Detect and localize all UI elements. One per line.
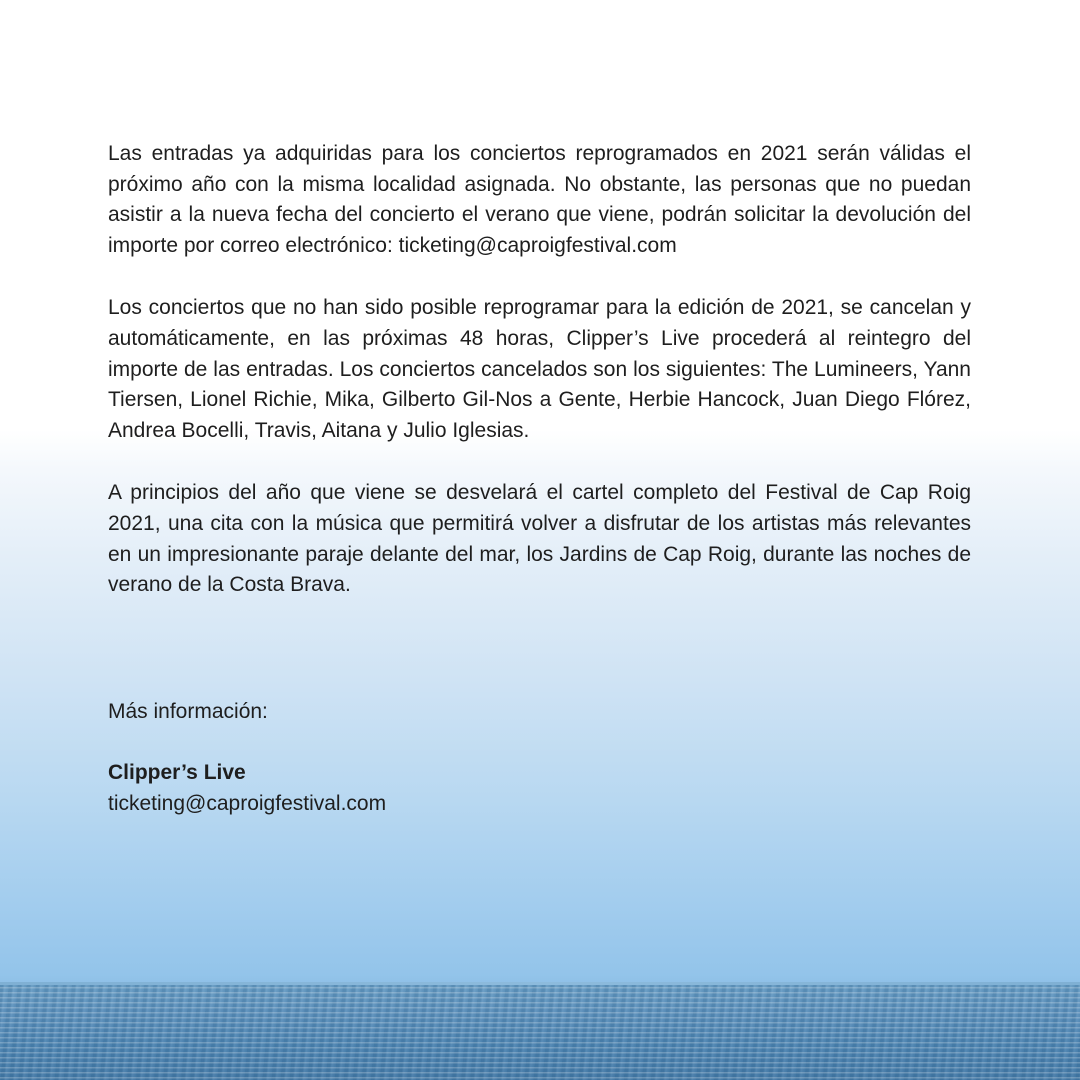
sea-image bbox=[0, 982, 1080, 1080]
organizer-name: Clipper’s Live bbox=[108, 761, 246, 784]
contact-block bbox=[108, 758, 386, 819]
contact-email: ticketing@caproigfestival.com bbox=[108, 791, 387, 815]
paragraph-cancelled-concerts: Los conciertos que no han sido posible reprogramar para la edición de 2021, se cancelan y automáticamente, en las próximas 48 horas, Clipper’s Live procederá al reintegro del importe de las entradas. Los conciertos cancelados son los siguientes: The Lumineers, Yann Tiersen, Lionel Richie, Mika, Gilberto Gil-Nos a Gente, Herbie Hancock, Juan Diego Flórez, Andrea Bocelli, Travis, Aitana y Julio Iglesias. bbox=[108, 296, 971, 442]
announcement-body bbox=[108, 139, 971, 633]
more-info-label: Más información: bbox=[108, 700, 268, 723]
paragraph-tickets-valid: Las entradas ya adquiridas para los conciertos reprogramados en 2021 serán válidas el próximo año con la misma localidad asignada. No obstante, las personas que no puedan asistir a la nueva fecha del concierto el verano que viene, podrán solicitar la devolución del importe por correo electrónico: ticketing@caproigfestival.com bbox=[108, 142, 971, 257]
paragraph-festival-2021: A principios del año que viene se desvelará el cartel completo del Festival de Cap Roig 2021, una cita con la música que permitirá volver a disfrutar de los artistas más relevantes en un impresionante paraje delante del mar, los Jardins de Cap Roig, durante las noches de verano de la Costa Brava. bbox=[108, 481, 971, 597]
